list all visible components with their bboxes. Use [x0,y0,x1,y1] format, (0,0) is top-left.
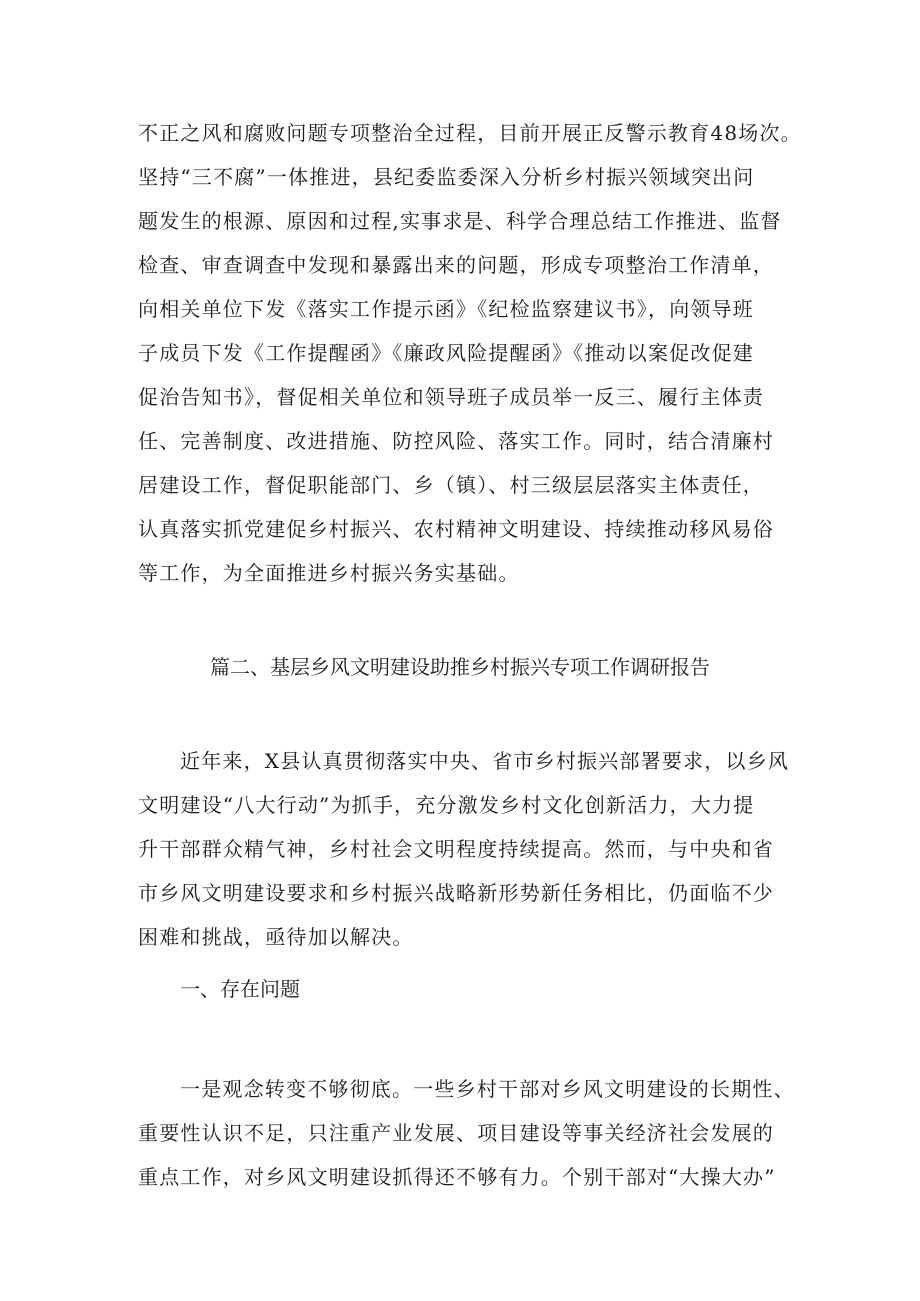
section-title: 篇二、基层乡风文明建设助推乡村振兴专项工作调研报告 [210,655,710,679]
paragraph-line: 认真落实抓党建促乡村振兴、农村精神文明建设、持续推动移风易俗 [138,517,774,541]
paragraph-line: 不正之风和腐败问题专项整治全过程，目前开展正反警示教育48场次。 [138,121,802,145]
paragraph-line: 向相关单位下发《落实工作提示函》《纪检监察建议书》，向领导班 [138,297,754,321]
paragraph-line: 任、完善制度、改进措施、防控风险、落实工作。同时，结合清廉村 [138,429,774,453]
paragraph-line: 一是观念转变不够彻底。一些乡村干部对乡风文明建设的长期性、 [180,1077,795,1101]
paragraph-line: 子成员下发《工作提醒函》《廉政风险提醒函》《推动以案促改促建 [138,341,754,365]
paragraph-line: 坚持“三不腐”一体推进，县纪委监委深入分析乡村振兴领域突出问 [138,165,755,189]
paragraph-line: 居建设工作，督促职能部门、乡（镇）、村三级层层落实主体责任， [138,473,764,497]
paragraph-line: 近年来，X县认真贯彻落实中央、省市乡村振兴部署要求，以乡风 [180,749,790,773]
paragraph-line: 升干部群众精气神，乡村社会文明程度持续提高。然而，与中央和省 [138,837,774,861]
paragraph-line: 题发生的根源、原因和过程,实事求是、科学合理总结工作推进、监督 [138,209,782,233]
paragraph-line: 困难和挑战，亟待加以解决。 [138,925,414,949]
paragraph-line: 市乡风文明建设要求和乡村振兴战略新形势新任务相比，仍面临不少 [138,881,774,905]
paragraph-line: 重点工作，对乡风文明建设抓得还不够有力。个别干部对“大操大办” [138,1165,776,1189]
paragraph-line: 等工作，为全面推进乡村振兴务实基础。 [138,561,520,585]
paragraph-line: 文明建设“八大行动”为抓手，充分激发乡村文化创新活力，大力提 [138,793,755,817]
paragraph-line: 促治告知书》，督促相关单位和领导班子成员举一反三、履行主体责 [138,385,764,409]
paragraph-line: 检查、审查调查中发现和暴露出来的问题，形成专项整治工作清单， [138,253,774,277]
subsection-heading: 一、存在问题 [180,977,300,1001]
paragraph-line: 重要性认识不足，只注重产业发展、项目建设等事关经济社会发展的 [138,1121,774,1145]
